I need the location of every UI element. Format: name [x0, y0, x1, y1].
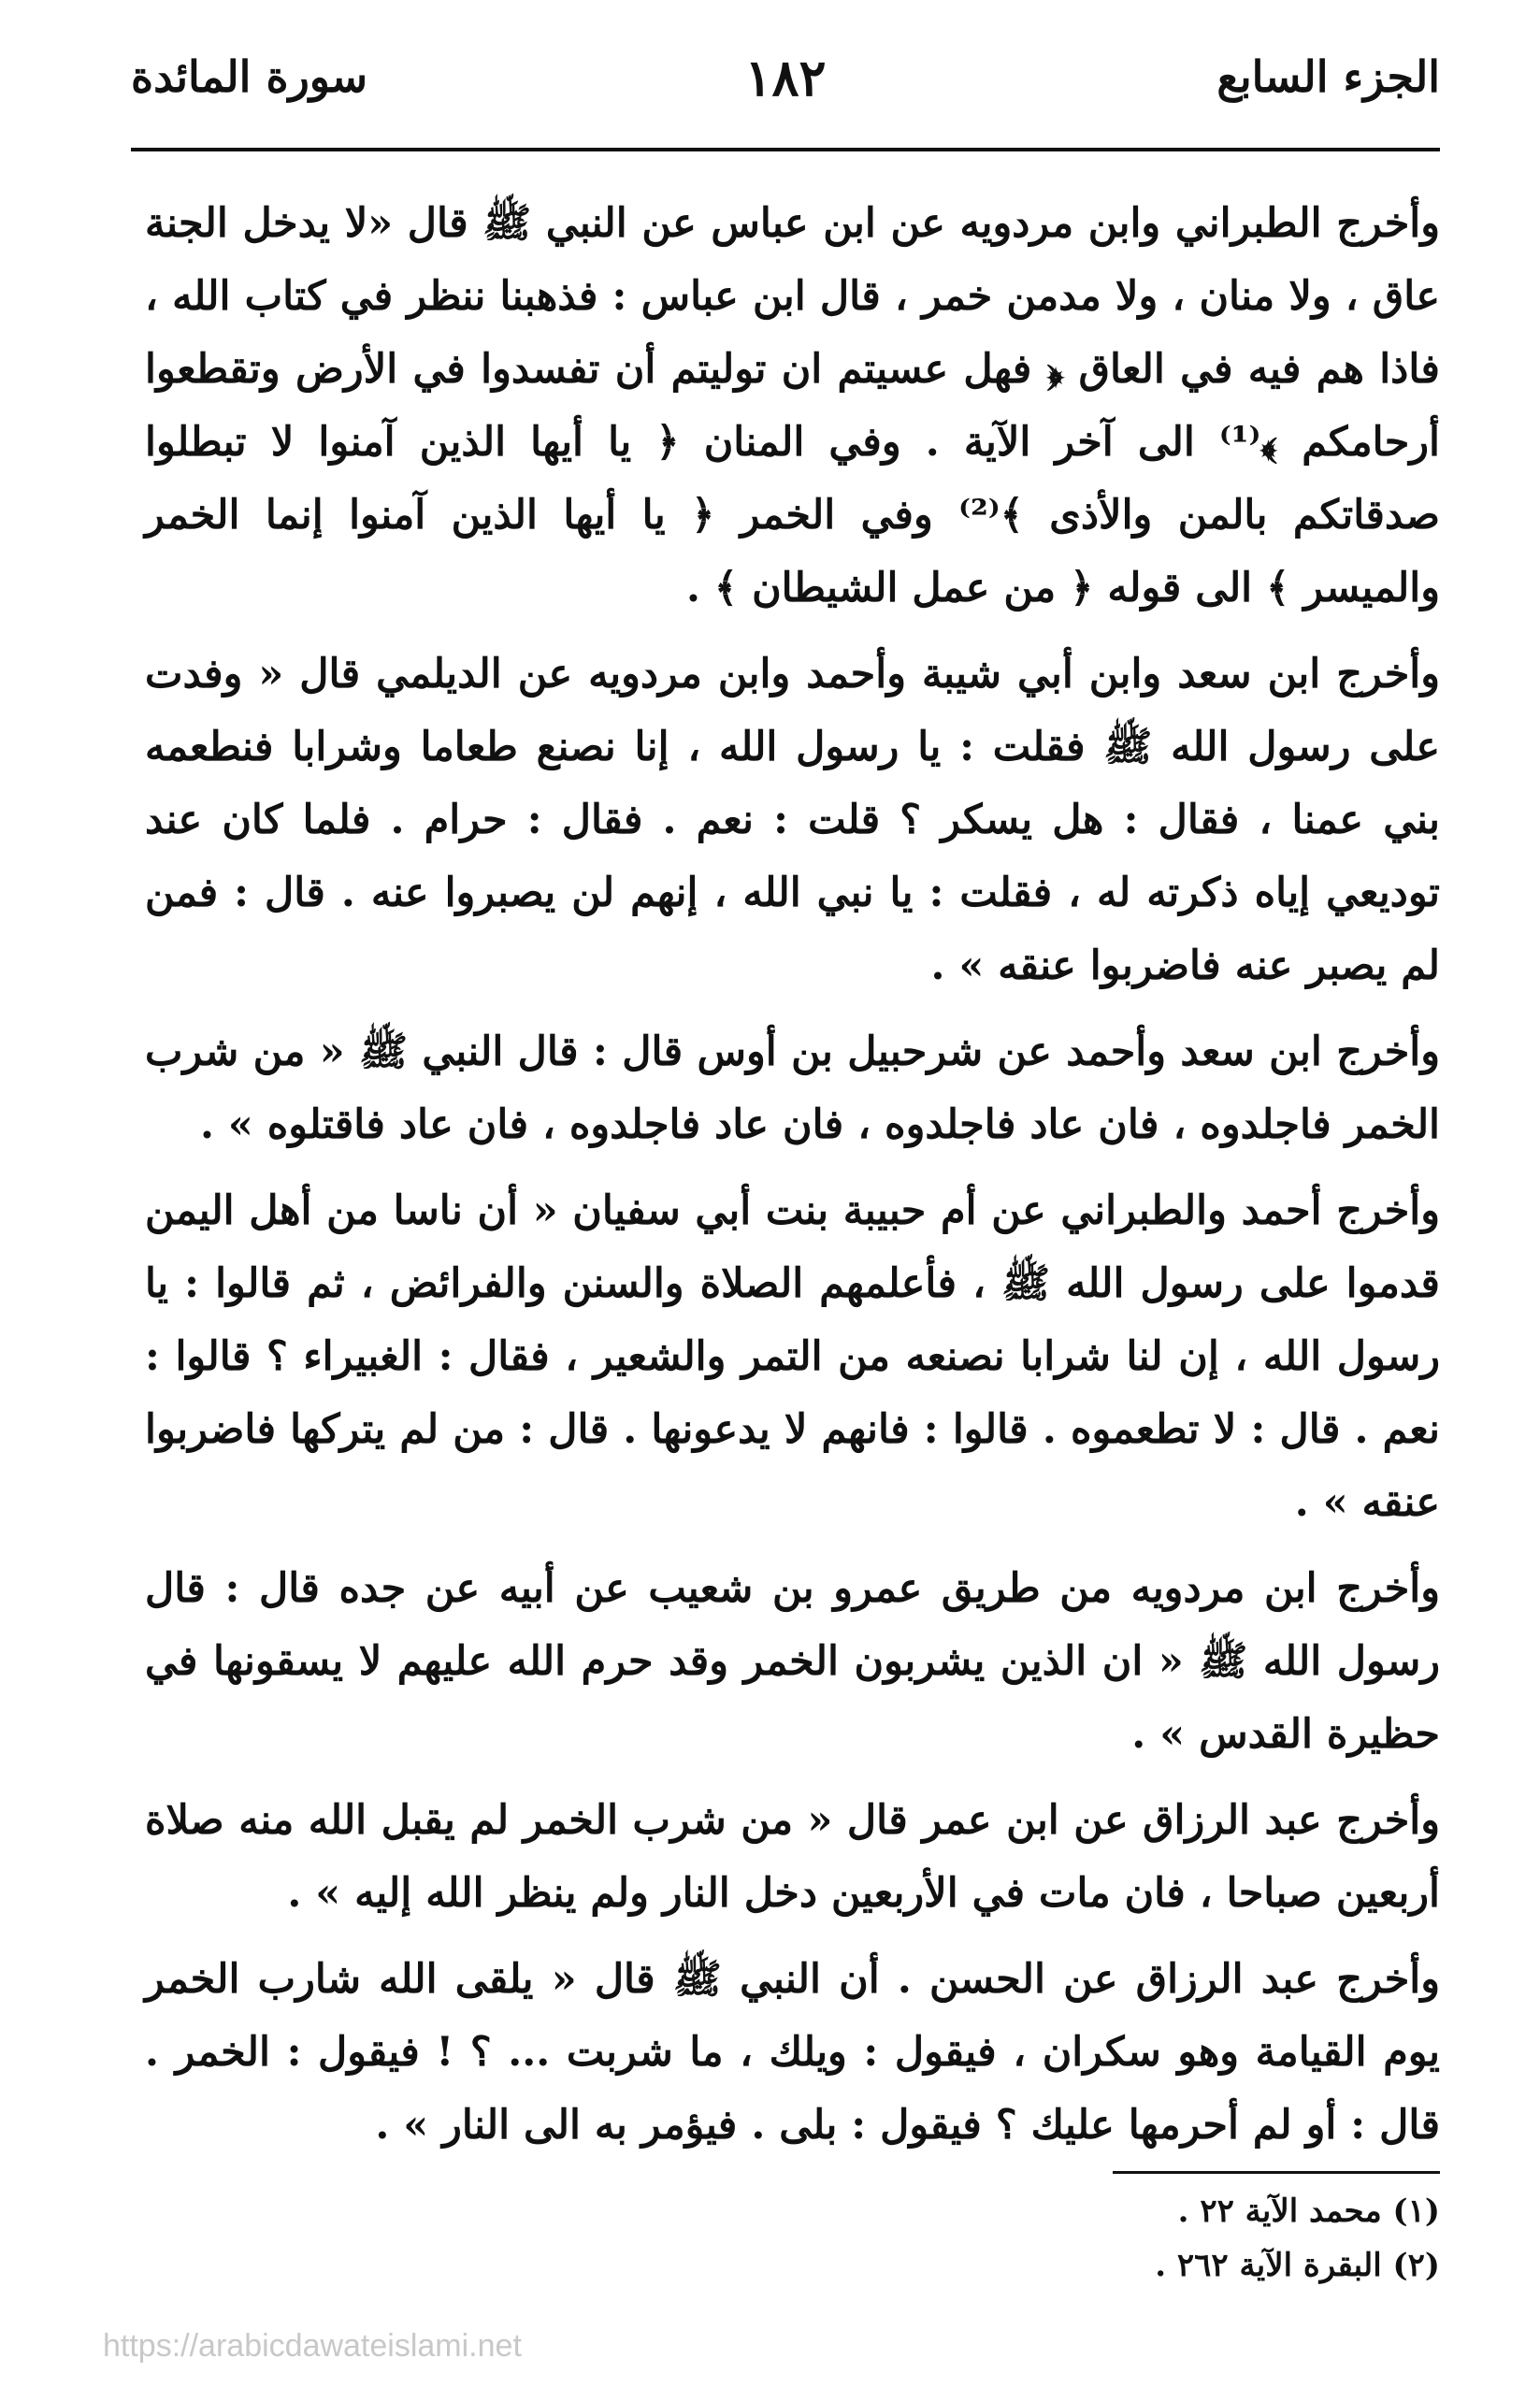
header-divider [131, 148, 1440, 151]
paragraph: وأخرج عبد الرزاق عن الحسن . أن النبي ﷺ قال « يلقى الله شارب الخمر يوم القيامة وهو سكران ، فيقول : ويلك ، ما شربت ... ؟ ! فيقول : الخمر . قال : أو لم أحرمها عليك ؟ فيقول : بلى . فيؤمر به الى النار » . [145, 1956, 1440, 2149]
main-text [145, 187, 1440, 2175]
paragraph: وأخرج عبد الرزاق عن ابن عمر قال « من شرب الخمر لم يقبل الله منه صلاة أربعين صباحا ، فان مات في الأربعين دخل النار ولم ينظر الله إليه » . [145, 1797, 1440, 1917]
paragraph: وأخرج ابن سعد وأحمد عن شرحبيل بن أوس قال : قال النبي ﷺ « من شرب الخمر فاجلدوه ، فان عاد فاجلدوه ، فان عاد فاجلدوه ، فان عاد فاقتلوه » . [145, 1028, 1440, 1148]
footnote: (١) محمد الآية ٢٢ . [1177, 2193, 1440, 2230]
page-header [131, 48, 1440, 145]
page-number: ١٨٢ [744, 48, 827, 108]
surah-label: سورة المائدة [131, 51, 368, 102]
paragraph: وأخرج الطبراني وابن مردويه عن ابن عباس عن النبي ﷺ قال «لا يدخل الجنة عاق ، ولا منان ، ولا مدمن خمر ، قال ابن عباس : فذهبنا ننظر في كتاب الله ، فاذا هم فيه في العاق ﴿ فهل عسيتم ان توليتم أن تفسدوا في الأرض وتقطعوا أرحامكم ﴾⁽¹⁾ الى آخر الآية . وفي المنان ﴿ يا أيها الذين آمنوا لا تبطلوا صدقاتكم بالمن والأذى ﴾⁽²⁾ وفي الخمر ﴿ يا أيها الذين آمنوا إنما الخمر والميسر ﴾ الى قوله ﴿ من عمل الشيطان ﴾ . [145, 200, 1441, 611]
paragraph: وأخرج ابن مردويه من طريق عمرو بن شعيب عن أبيه عن جده قال : قال رسول الله ﷺ « ان الذين يشربون الخمر وقد حرم الله عليهم لا يسقونها في حظيرة القدس » . [145, 1565, 1440, 1758]
volume-label: الجزء السابع [1216, 51, 1440, 102]
footnote: (٢) البقرة الآية ٢٦٢ . [1155, 2247, 1440, 2284]
footnote-divider [1113, 2171, 1440, 2174]
paragraph: وأخرج ابن سعد وابن أبي شيبة وأحمد وابن مردويه عن الديلمي قال « وفدت على رسول الله ﷺ فقلت : يا رسول الله ، إنا نصنع طعاما وشرابا فنطعمه بني عمنا ، فقال : هل يسكر ؟ قلت : نعم . فقال : حرام . فلما كان عند توديعي إياه ذكرته له ، فقلت : يا نبي الله ، إنهم لن يصبروا عنه . قال : فمن لم يصبر عنه فاضربوا عنقه » . [145, 651, 1440, 989]
watermark-url: https://arabicdawateislami.net [103, 2328, 522, 2364]
paragraph: وأخرج أحمد والطبراني عن أم حبيبة بنت أبي سفيان « أن ناسا من أهل اليمن قدموا على رسول الله ﷺ ، فأعلمهم الصلاة والسنن والفرائض ، ثم قالوا : يا رسول الله ، إن لنا شرابا نصنعه من التمر والشعير ، فقال : الغبيراء ؟ قالوا : نعم . قال : لا تطعموه . قالوا : فانهم لا يدعونها . قال : من لم يتركها فاضربوا عنقه » . [145, 1187, 1440, 1526]
footnotes [842, 2184, 1440, 2293]
